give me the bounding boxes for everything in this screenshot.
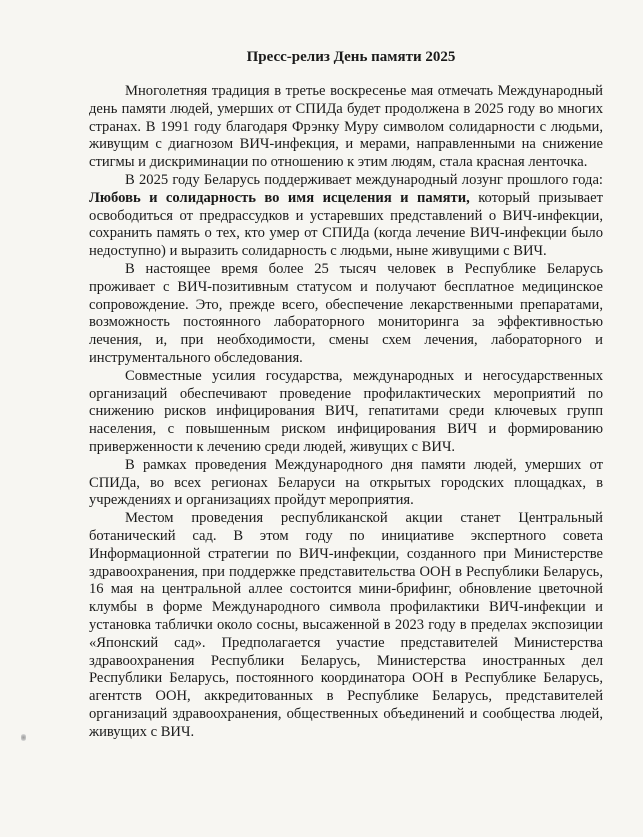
paragraph-slogan <box>89 172 603 261</box>
slogan-bold-text: Любовь и солидарность во имя исцеления и памяти, <box>89 189 470 206</box>
paragraph-statistics: В настоящее время более 25 тысяч человек в Республике Беларусь проживает с ВИЧ-позитивным статусом и получают бесплатное медицинское сопровождение. Это, прежде всего, обеспечение лекарственными препаратами, возможность постоянного лабораторного мониторинга за эффективностью лечения, и, при необходимости, смены схем лечения, лабораторного и инструментального обследования. <box>89 260 603 366</box>
document-title: Пресс-релиз День памяти 2025 <box>246 49 456 65</box>
scan-speck <box>21 733 26 742</box>
paragraph-botanical-garden: Местом проведения республиканской акции станет Центральный ботанический сад. В этом году по инициативе экспертного совета Информационной стратегии по ВИЧ-инфекции, созданного при Министерстве здравоохранения, при поддержке представительства ООН в Республики Беларусь, 16 мая на центральной аллее состоится мини-брифинг, обновление цветочной клумбы в форме Международного символа профилактики ВИЧ-инфекции и установка таблички около сосны, высаженной в 2023 году в пределах экспозиции «Японский сад». Предполагается участие представителей Министерства здравоохранения Республики Беларусь, Министерства иностранных дел Республики Беларусь, постоянного координатора ООН в Республике Беларусь, агентств ООН, аккредитованных в Республике Беларусь, представителей организаций здравоохранения, общественных объединений и сообщества людей, живущих с ВИЧ. <box>89 510 603 740</box>
paragraph-regional-events: В рамках проведения Международного дня памяти людей, умерших от СПИДа, во всех регионах Беларуси на открытых городских площадках, в учреждениях и организациях пройдут мероприятия. <box>89 456 603 509</box>
paragraph-tradition: Многолетняя традиция в третье воскресенье мая отмечать Международный день памяти людей, умерших от СПИДа будет продолжена в 2025 году во многих странах. В 1991 году благодаря Фрэнку Муру символом солидарности с людьми, живущим с диагнозом ВИЧ-инфекция, и мерами, направленными на снижение стигмы и дискриминации по отношению к этим людям, стала красная ленточка. <box>89 83 603 171</box>
slogan-continuation-text: который призывает освободиться от предрассудков и устаревших представлений о ВИЧ-инфекции, сохранить память о тех, кто умер от СПИДа (когда лечение ВИЧ-инфекции было недоступно) и выразить солидарность с людьми, ныне живущими с ВИЧ. <box>89 189 603 260</box>
paragraph-joint-efforts: Совместные усилия государства, международных и негосударственных организаций обеспечивают проведение профилактических мероприятий по снижению рисков инфицирования ВИЧ, гепатитами среди ключевых групп населения, с повышенным риском инфицирования ВИЧ и формированию приверженности к лечению среди людей, живущих с ВИЧ. <box>89 367 603 455</box>
slogan-intro-text: В 2025 году Беларусь поддерживает международный лозунг прошлого года: <box>125 171 603 188</box>
